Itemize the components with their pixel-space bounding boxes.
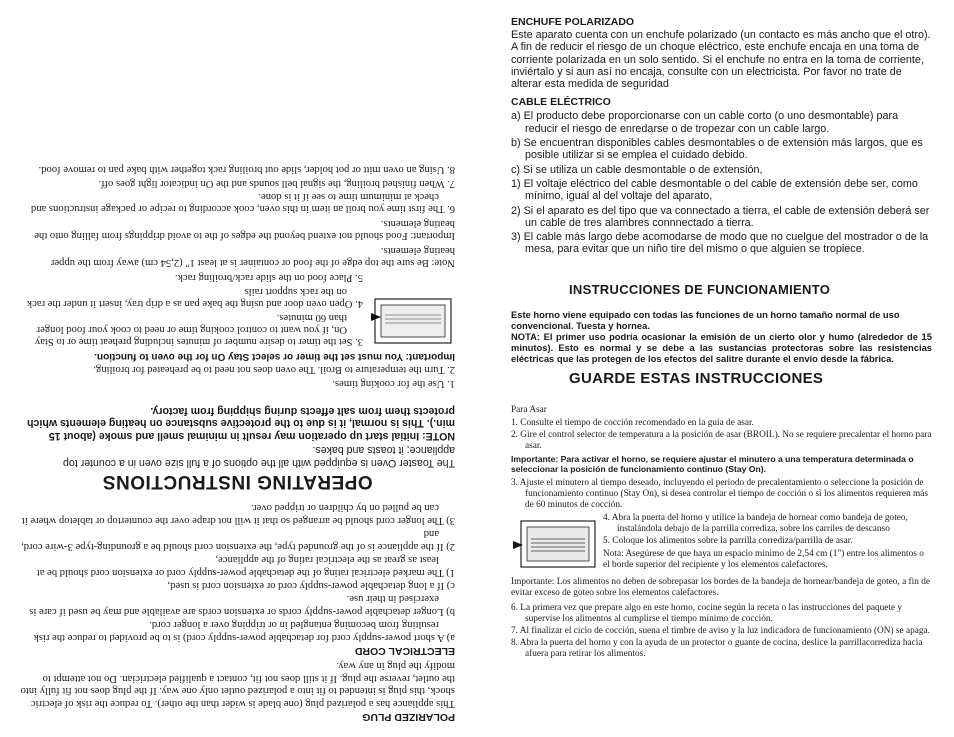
es-nota: Nota: Asegúrese de que haya un espacio mínimo de 2,54 cm (1") entre los alimentos o el borde superior del recipiente y los elementos calefactores.: [603, 549, 924, 571]
es-important-1: Importante: Para activar el horno, se requiere ajustar el minutero a una temperatura determinada o seleccionar la posición de funcionamiento continuo (Stay On).: [511, 453, 914, 474]
polarized-plug-text: This appliance has a polarized plug (one blade is wider than the other). To reduce the risk of electric shock, this plug is intended to fit into a polarized outlet only one way. If the plug does not fit fully into the outlet, reverse the plug. If it still does not fit, contact a qualified electrician. Do not attempt to modify the plug in any way.: [20, 660, 455, 709]
electrical-cord-heading: ELECTRICAL CORD: [354, 644, 455, 657]
en-step-5: 5. Place food on the slide rack/broiling rack.: [175, 272, 363, 284]
cable-item-2: 2) Si el aparato es del tipo que va connectado a tierra, el cable de extensión deberá ser un cable de tres alambres connnectado a tierra.: [511, 204, 930, 229]
oven-rack-illustration: [369, 293, 455, 347]
es-step-6: 6. La primera vez que prepare algo en este horno, cocine según la receta o las instrucciones del paquete y supervise los alimentos al cumplirse el tiempo mínimo de cocción.: [511, 603, 903, 625]
polarized-plug-heading: POLARIZED PLUG: [362, 711, 455, 723]
es-step-3: 3. Ajuste el minutero al tiempo deseado, incluyendo el período de precalentamiento o seleccione la posición de funcionamiento continuo (Stay On), si desea controlar el tiempo de cocción o si los alimentos requieren más de 60 minutos de cocción.: [511, 478, 929, 511]
en-step-3: 3. Set the timer to desire number of minutes including preheat time or to Stay On, if you want to control cooking time or need to cook your food longer than 60 minutes.: [34, 311, 363, 348]
cable-item-a: a) El producto debe proporcionarse con un cable corto (o uno desmontable) para reducir el riesgo de enredarse o de tropezar con un cable largo.: [511, 110, 899, 135]
cable-item-c: c) Si se utiliza un cable desmontable o de extensión,: [511, 163, 763, 176]
es-important-2: Importante: Los alimentos no deben de sobrepasar los bordes de la bandeja de hornear/bandeja de goteo, a fin de evitar exceso de goteo sobre los elementos calefactores.: [511, 577, 930, 599]
operating-intro: The Toaster Oven is equipped with all the options of a full size oven in a counter top appliance; it toasts and bakes.: [62, 444, 455, 469]
cord-item-a: a) A short power-supply cord for detachable power-supply cord) is to be provided to reduce the risk resulting from becoming entangled in or tripping over a longer cord.: [33, 619, 455, 643]
cord-item-1: 1) The marked electrical rating of the detachable power-supply cord or extension cord should be at least as great as the electrical rating of the appliance,: [36, 554, 455, 578]
funcionamiento-intro: Este horno viene equipado con todas las funciones de un horno tamaño normal de uso convencional. Tuesta y hornea.: [511, 308, 900, 331]
en-note-2: Note: Be sure the top edge of the food or container is at least 1" (2,54 cm) away from the upper heating elements.: [50, 244, 455, 268]
enchufe-heading: ENCHUFE POLARIZADO: [511, 16, 635, 28]
para-asar-section: [511, 405, 932, 660]
en-step-6: 6. The first time you broil an item in this oven, cook according to recipe or package instructions and check at minimum time to see if it is done.: [30, 190, 455, 215]
es-figure-row: [511, 513, 932, 575]
cable-heading: CABLE ELÉCTRICO: [511, 96, 611, 109]
para-asar-heading: Para Asar: [511, 404, 547, 415]
es-step-5: 5. Coloque los alimentos sobre la parrilla corrediza/parrilla de asar.: [603, 536, 853, 547]
operating-note: NOTE: Initial start up operation may result in minimal smell and smoke (about 15 min.). This is normal, it is due to the protective substance on heating elements which protects them from salt effects during shipping from factory.: [27, 405, 455, 442]
guarde-heading: GUARDE ESTAS INSTRUCCIONES: [569, 369, 824, 387]
en-figure-row: [20, 270, 455, 347]
cord-item-c: c) If a long detachable power-supply cord or extension cord is used,: [167, 579, 455, 591]
es-step-7: 7. Al finalizar el ciclo de cocción, suena el timbre de aviso y la luz indicadora de funcionamiento (ON) se apaga.: [511, 626, 930, 637]
en-step-7: 7. When finished broiling, the signal bell sounds and the On indicator light goes off.: [98, 177, 455, 189]
en-step-8: 8. Using an oven mitt or pot holder, slide out broiling rack together with bake pan to remove food.: [38, 164, 455, 176]
es-step-2: 2. Gire el control selector de temperatura a la posición de asar (BROIL). No se requiere precalentar el horno para asar.: [511, 429, 932, 451]
cord-item-b: b) Longer detachable power-supply cords or extension cords are available and may be used if care is exercised in their use.: [29, 593, 455, 617]
operating-heading: OPERATING INSTRUCTIONS: [102, 471, 373, 493]
enchufe-text: Este aparato cuenta con un enchufe polarizado (un contacto es más ancho que el otro). A fin de reducir el riesgo de un choque eléctrico, este enchufe encaja en una toma de corriente polarizada en un solo sentido. Si el enchufe no entra en la toma de corriente, inviértalo y si aun así no encaja, consulte con un electricista. Por favor no trate de alterar esta medida de seguridad: [511, 29, 931, 91]
funcionamiento-nota: NOTA: El primer uso podría ocasionar la emisión de un cierto olor y humo (alrededor de 15 minutos). Esto es normal y se debe a las sustancias protectoras sobre las resistencias eléctricas que las protegen de los efectos del salitre durante el envío desde la fábrica.: [511, 330, 932, 364]
cable-item-3: 3) El cable más largo debe acomodarse de modo que no cuelgue del mostrador o de la mesa, para evitar que un niño tire del mismo o que alguien se tropiece.: [511, 231, 929, 256]
es-step-4: 4. Abra la puerta del horno y utilice la bandeja de hornear como bandeja de goteo, instalándola debajo de la parrilla corrediza, sobre los carriles de descanso: [603, 513, 908, 535]
en-step-1: 1. Use the for cooking times.: [332, 377, 455, 389]
oven-drip-tray-illustration: [511, 513, 599, 575]
en-step-2: 2. Turn the temperature to Broil. The oven does not need to be preheated for broiling.: [93, 364, 455, 376]
cord-item-3: 3) The longer cord should be arranged so that it will not drape over the countertop or tabletop where it can be pulled on by children or tripped over.: [21, 502, 455, 526]
cord-item-2: 2) If the appliance is of the grounded type, the extension cord should be a grounding-type 3-wire cord, and: [21, 528, 455, 552]
cable-item-b: b) Se encuentran disponibles cables desmontables o de extensión más largos, que es posible utilizar si se emplea el cuidado debido.: [511, 137, 923, 162]
en-important-1: Important: You must set the timer or select Stay On for the oven to function.: [94, 350, 455, 362]
es-step-1: 1. Consulte el tiempo de cocción recomendado en la guía de asar.: [511, 417, 754, 428]
cable-item-1: 1) El voltaje eléctrico del cable desmontable o del cable de extensión debe ser, como mínimo, igual al del voltaje del aparato,: [511, 177, 918, 203]
spanish-page: [477, 0, 954, 737]
en-step-4: 4. Open oven door and using the bake pan as a drip tray, insert it under the rack on the rack support rails: [26, 285, 363, 310]
funcionamiento-heading: INSTRUCCIONES DE FUNCIONAMIENTO: [569, 281, 831, 297]
es-step-8: 8. Abra la puerta del horno y con la ayuda de un protector o guante de cocina, deslice la parrillacorrediza hacia afuera para retirar los alimentos.: [511, 638, 923, 660]
en-important-2: Important: Food should not extend beyond the edges of the to avoid drippings from falling onto the heating elements.: [34, 217, 455, 242]
